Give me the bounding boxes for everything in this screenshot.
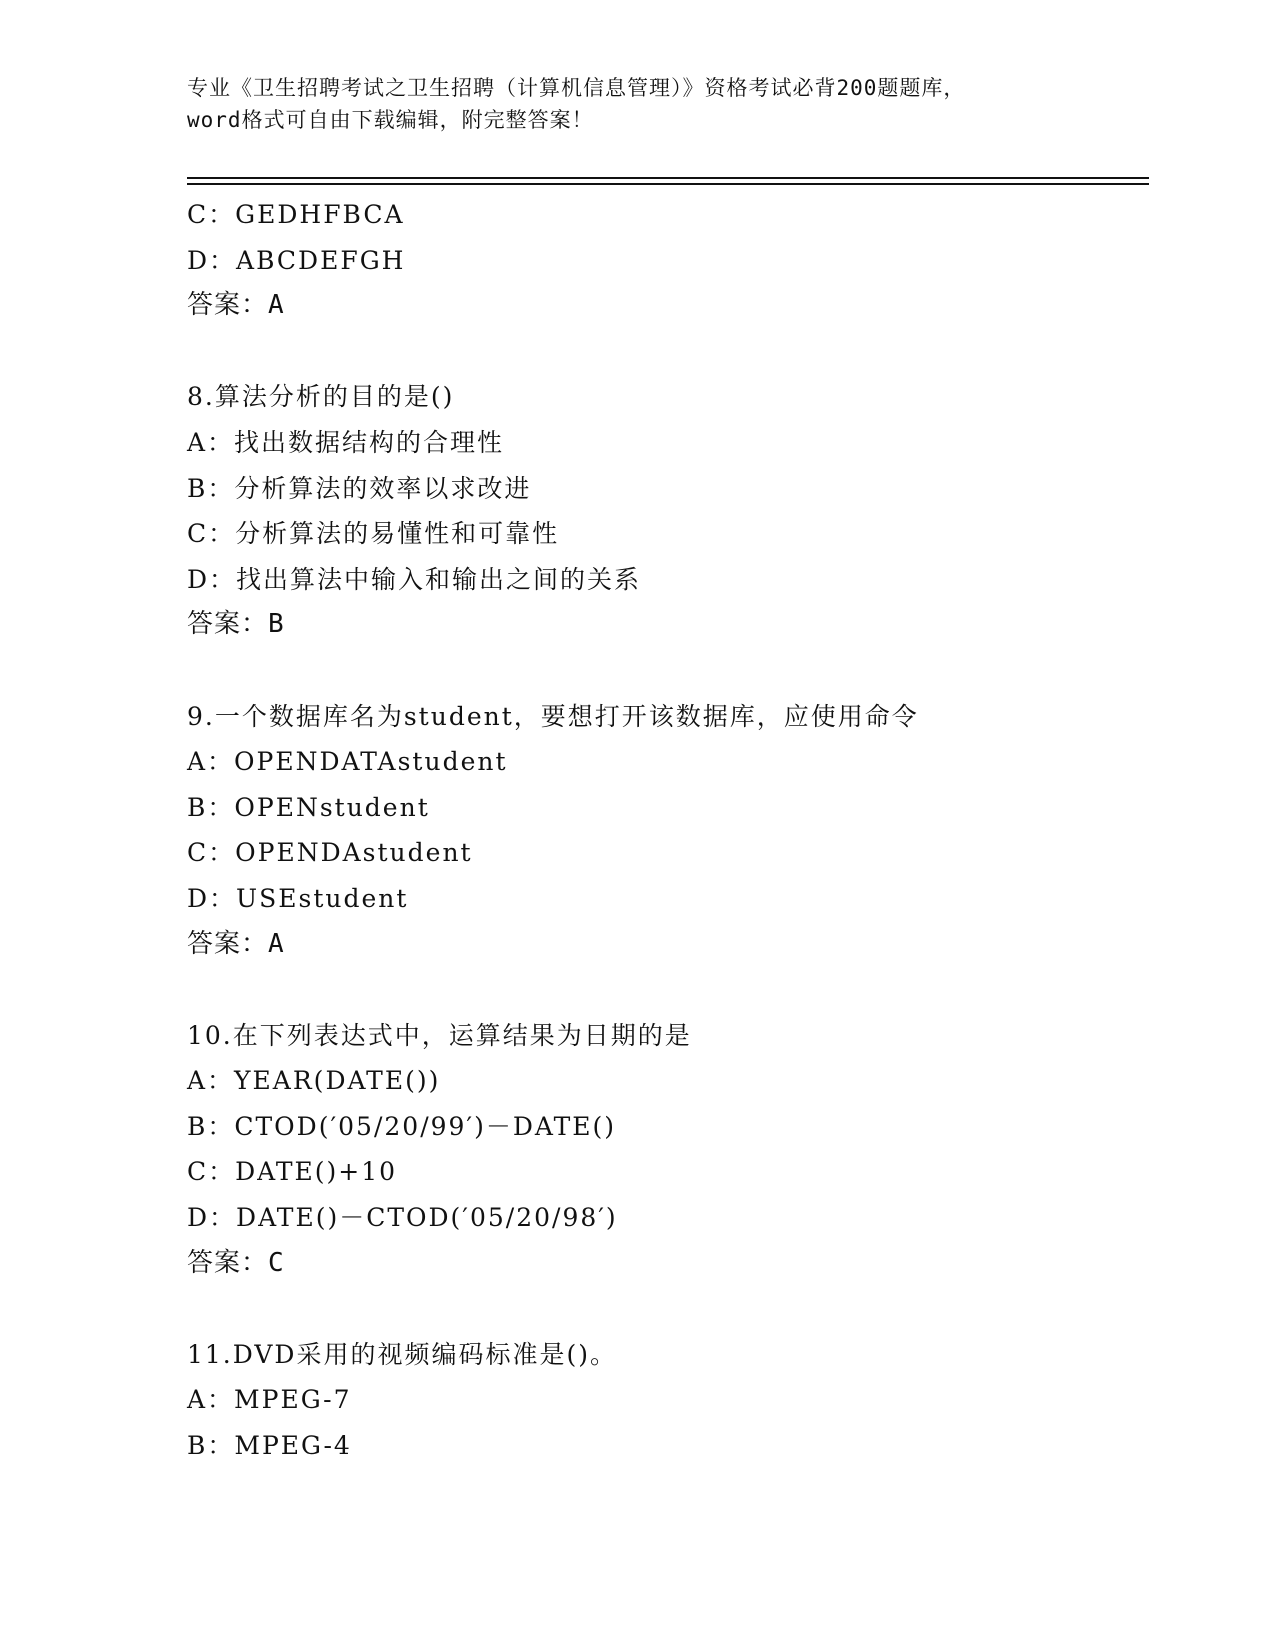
document-header [187, 72, 1087, 136]
option-a: A：MPEG-7 [187, 1385, 352, 1415]
question-7-continued [187, 192, 1149, 329]
answer: 答案：A [187, 290, 285, 321]
option-c: C：OPENDAstudent [187, 838, 473, 868]
question-8 [187, 374, 1149, 648]
option-b: B：OPENstudent [187, 792, 430, 822]
option-c: C：分析算法的易懂性和可靠性 [187, 519, 560, 549]
question-stem: 11.DVD采用的视频编码标准是()。 [187, 1339, 617, 1369]
header-rule-top [187, 177, 1149, 179]
option-c: C：DATE()+10 [187, 1157, 398, 1187]
question-11 [187, 1332, 1149, 1469]
spacer [187, 1286, 1149, 1332]
question-10 [187, 1013, 1149, 1287]
question-stem: 8.算法分析的目的是() [187, 382, 455, 412]
spacer [187, 648, 1149, 694]
header-rule-bottom [187, 183, 1149, 185]
option-b: B：分析算法的效率以求改进 [187, 473, 532, 503]
option-d: D：DATE()－CTOD(′05/20/98′) [187, 1203, 618, 1233]
header-line-1: 专业《卫生招聘考试之卫生招聘（计算机信息管理）》资格考试必背200题题库， [187, 76, 966, 100]
answer: 答案：C [187, 1247, 285, 1278]
option-d: D：USEstudent [187, 883, 409, 913]
option-b: B：CTOD(′05/20/99′)－DATE() [187, 1111, 617, 1141]
option-b: B：MPEG-4 [187, 1431, 352, 1461]
question-stem: 10.在下列表达式中，运算结果为日期的是 [187, 1020, 692, 1050]
option-a: A：YEAR(DATE()) [187, 1066, 441, 1096]
question-list [187, 192, 1149, 1469]
option-a: A：找出数据结构的合理性 [187, 427, 505, 457]
option-d: D：找出算法中输入和输出之间的关系 [187, 564, 642, 594]
header-line-2: word格式可自由下载编辑，附完整答案！ [187, 108, 594, 132]
option-a: A：OPENDATAstudent [187, 747, 508, 777]
option-d: D：ABCDEFGH [187, 245, 406, 275]
answer: 答案：A [187, 928, 285, 959]
answer: 答案：B [187, 609, 285, 640]
question-stem: 9.一个数据库名为student，要想打开该数据库，应使用命令 [187, 701, 919, 731]
spacer [187, 329, 1149, 375]
option-c: C：GEDHFBCA [187, 200, 405, 229]
question-9 [187, 694, 1149, 968]
spacer [187, 967, 1149, 1013]
